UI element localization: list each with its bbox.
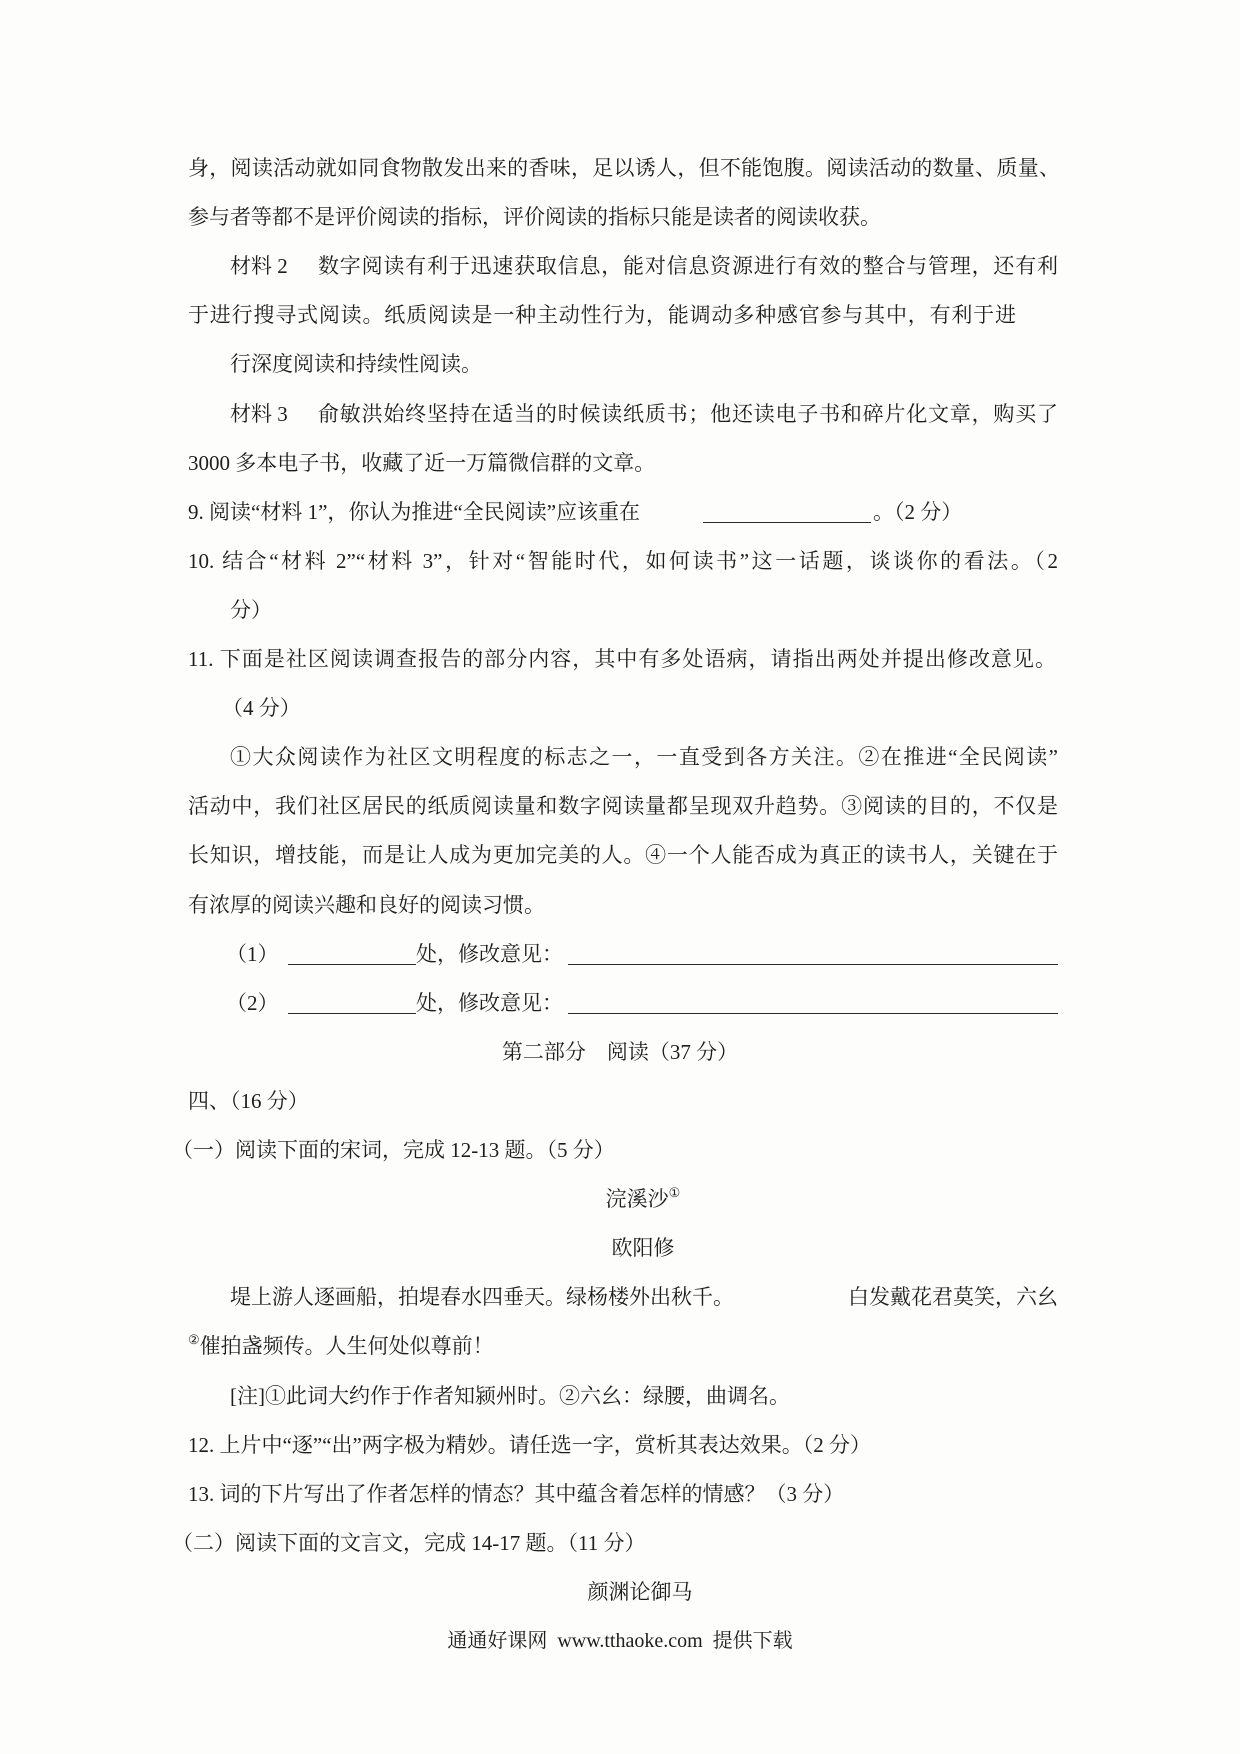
passage-line: 身，阅读活动就如同食物散发出来的香味，足以诱人，但不能饱腹。阅读活动的数量、质量、 (188, 156, 1060, 180)
question-11: 11. 下面是社区阅读调查报告的部分内容，其中有多处语病，请指出两处并提出修改意见。 (188, 647, 1056, 671)
material-2-label: 材料 2 (230, 254, 288, 278)
poem-annotation: [注]①此词大约作于作者知颍州时。②六幺：绿腰，曲调名。 (230, 1384, 790, 1408)
answer-line-2 (226, 990, 1058, 1016)
material-3-line: 俞敏洪始终坚持在适当的时候读纸质书；他还读电子书和碎片化文章，购买了 (318, 402, 1058, 426)
question-9-text: 9. 阅读“材料 1”，你认为推进“全民阅读”应该重在 (188, 500, 641, 524)
question-10-continued: 分） (230, 598, 272, 622)
answer-prompt: 处，修改意见： (416, 942, 563, 966)
poem-upper-stanza: 堤上游人逐画船，拍堤春水四垂天。绿杨楼外出秋千。 (230, 1285, 734, 1309)
poem-author: 欧阳修 (611, 1236, 675, 1260)
material-2-line: 数字阅读有利于迅速获取信息，能对信息资源进行有效的整合与管理，还有利 (318, 254, 1058, 278)
answer-blank (568, 990, 1058, 1014)
survey-excerpt-line: 有浓厚的阅读兴趣和良好的阅读习惯。 (188, 893, 545, 917)
answer-blank (568, 941, 1058, 965)
poem-title-text: 浣溪沙 (605, 1187, 669, 1211)
section-four-heading: 四、（16 分） (188, 1089, 309, 1113)
poem-line (188, 1333, 494, 1359)
classical-instruction: （二）阅读下面的文言文，完成 14-17 题。（11 分） (172, 1531, 646, 1555)
answer-label: （2） (226, 991, 279, 1015)
page-footer: 通通好课网 www.tthaoke.com 提供下载 (447, 1630, 793, 1652)
question-11-score: （4 分） (222, 696, 301, 720)
question-9 (188, 499, 1058, 525)
material-3-label: 材料 3 (230, 402, 288, 426)
question-13: 13. 词的下片写出了作者怎样的情态？其中蕴含着怎样的情感？（3 分） (188, 1482, 845, 1506)
poem-instruction: （一）阅读下面的宋词，完成 12-13 题。（5 分） (172, 1138, 615, 1162)
answer-blank (703, 499, 871, 523)
material-2-line: 行深度阅读和持续性阅读。 (230, 352, 482, 376)
answer-label: （1） (226, 942, 279, 966)
footnote-marker: ② (188, 1332, 200, 1347)
poem-lower-stanza: 白发戴花君莫笑，六幺 (848, 1285, 1058, 1309)
answer-blank (288, 941, 416, 965)
survey-excerpt-line: 活动中，我们社区居民的纸质阅读量和数字阅读量都呈现双升趋势。③阅读的目的，不仅是 (188, 794, 1058, 818)
answer-blank (288, 990, 416, 1014)
footnote-marker: ① (668, 1185, 681, 1200)
passage-line: 参与者等都不是评价阅读的指标，评价阅读的指标只能是读者的阅读收获。 (188, 205, 881, 229)
poem-lower-stanza: 催拍盏频传。人生何处似尊前！ (199, 1334, 494, 1358)
question-10: 10. 结合“材料 2”“材料 3”，针对“智能时代，如何读书”这一话题，谈谈你的看法。（2 (188, 549, 1058, 573)
material-3-line: 3000 多本电子书，收藏了近一万篇微信群的文章。 (188, 451, 656, 475)
survey-excerpt-line: 长知识，增技能，而是让人成为更加完美的人。④一个人能否成为真正的读书人，关键在于 (188, 843, 1058, 867)
answer-line-1 (226, 941, 1058, 967)
poem-line (230, 1284, 1058, 1310)
answer-prompt: 处，修改意见： (416, 991, 563, 1015)
poem-title (543, 1186, 743, 1212)
question-12: 12. 上片中“逐”“出”两字极为精妙。请任选一字，赏析其表达效果。（2 分） (188, 1433, 872, 1457)
classical-title: 颜渊论御马 (587, 1580, 693, 1604)
question-9-score: 。（2 分） (873, 500, 963, 524)
part-two-heading: 第二部分 阅读（37 分） (501, 1040, 739, 1064)
material-2-line: 于进行搜寻式阅读。纸质阅读是一种主动性行为，能调动多种感官参与其中，有利于进 (188, 303, 1016, 327)
survey-excerpt-line: ①大众阅读作为社区文明程度的标志之一，一直受到各方关注。②在推进“全民阅读” (230, 745, 1058, 769)
